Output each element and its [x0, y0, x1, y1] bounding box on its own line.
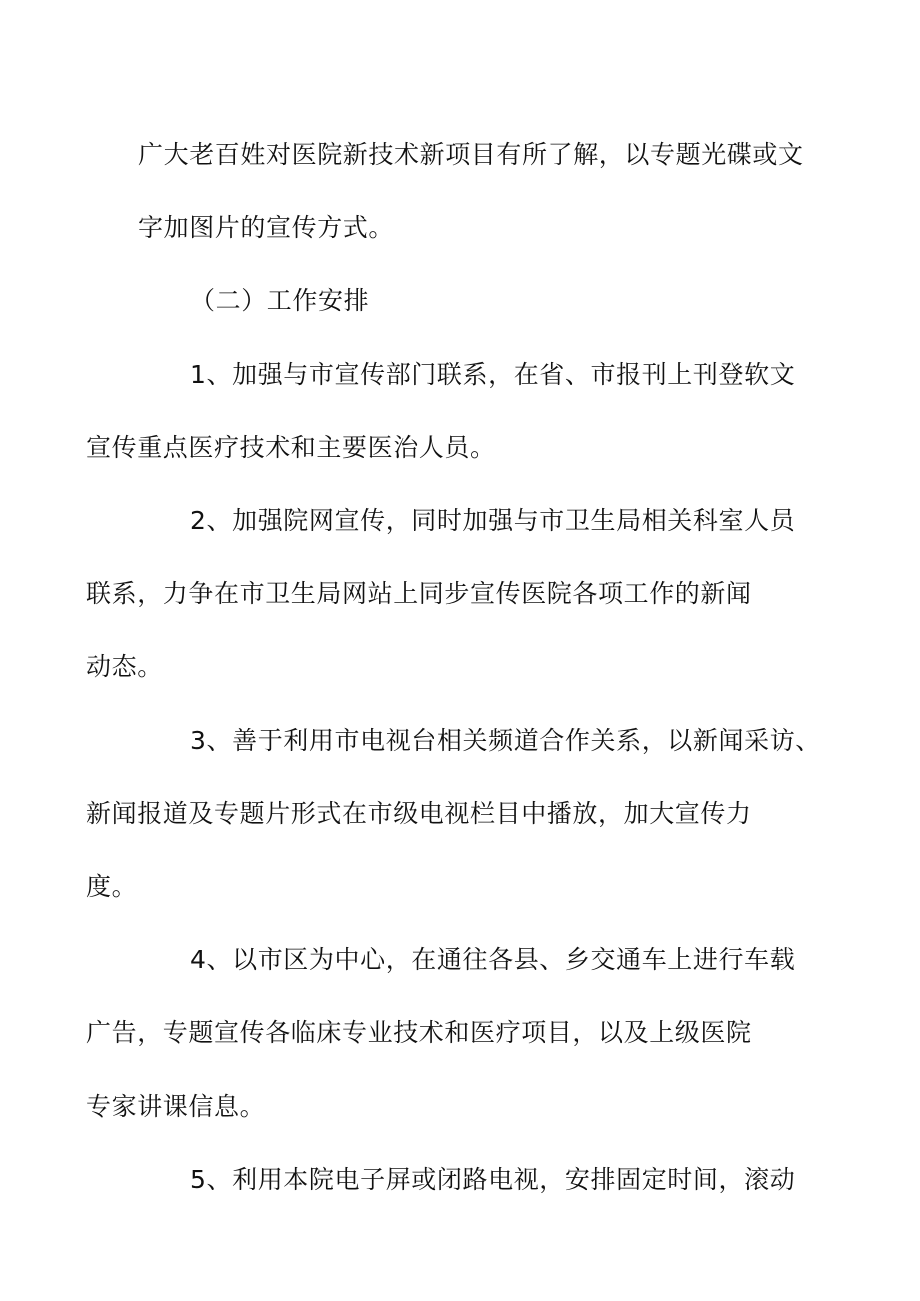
- text-line: 5、利用本院电子屏或闭路电视，安排固定时间，滚动: [190, 1164, 796, 1194]
- body-text: [86, 118, 821, 1216]
- list-item-1: [86, 338, 796, 484]
- text-line: 2、加强院网宣传，同时加强与市卫生局相关科室人员: [190, 506, 796, 536]
- text-line: 新闻报道及专题片形式在市级电视栏目中播放，加大宣传力: [86, 798, 752, 828]
- list-item-4: [86, 923, 796, 1143]
- list-item-2: [86, 484, 796, 704]
- paragraph-intro-continuation: [138, 118, 804, 264]
- list-item-3: [86, 704, 821, 924]
- list-item-5: [138, 1143, 796, 1216]
- text-line: 广大老百姓对医院新技术新项目有所了解，以专题光碟或文: [138, 140, 804, 169]
- text-line: 1、加强与市宣传部门联系，在省、市报刊上刊登软文: [190, 359, 796, 389]
- section-heading-work-arrangement: [138, 264, 788, 337]
- text-line: 度。: [86, 872, 138, 902]
- text-line: 联系，力争在市卫生局网站上同步宣传医院各项工作的新闻: [86, 579, 752, 609]
- text-line: 专家讲课信息。: [86, 1091, 266, 1121]
- text-line: 字加图片的宣传方式。: [138, 213, 395, 243]
- text-line: 宣传重点医疗技术和主要医治人员。: [86, 432, 496, 462]
- text-line: 4、以市区为中心，在通往各县、乡交通车上进行车载: [190, 945, 796, 975]
- text-line: 广告，专题宣传各临床专业技术和医疗项目，以及上级医院: [86, 1018, 752, 1048]
- text-line: 动态。: [86, 652, 163, 682]
- text-line: 3、善于利用市电视台相关频道合作关系，以新闻采访、: [190, 725, 821, 755]
- heading-text: （二）工作安排: [190, 286, 370, 316]
